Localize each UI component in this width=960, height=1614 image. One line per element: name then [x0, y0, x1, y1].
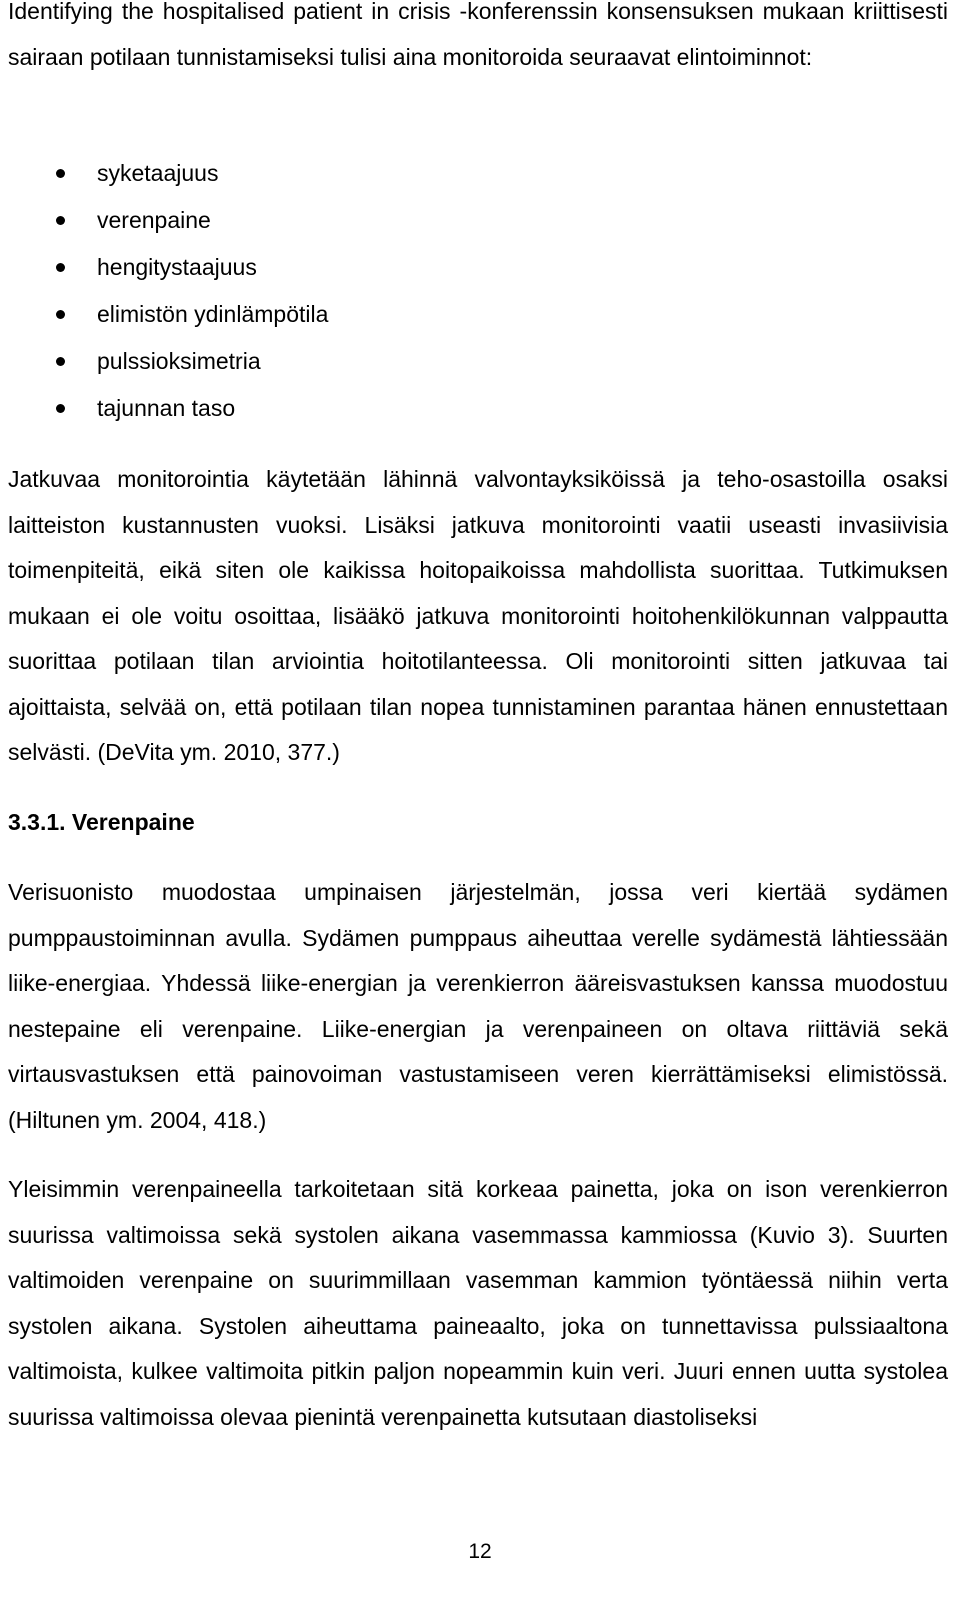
circulation-paragraph: Verisuonisto muodostaa umpinaisen järjestelmän, jossa veri kiertää sydämen pumppaustoiminnan avulla. Sydämen pumppaus aiheuttaa verelle sydämestä lähtiessään liike-energiaa. Yhdessä liike-energian ja verenkierron ääreisvastuksen kanssa muodostuu nestepaine eli verenpaine. Liike-energian ja verenpaineen on oltava riittäviä sekä virtausvastuksen että painovoiman vastustamiseen veren kierrättämiseksi elimistössä. (Hiltunen ym. 2004, 418.) — [8, 879, 948, 1133]
page-number: 12 — [468, 1540, 492, 1563]
list-item: elimistön ydinlämpötila — [0, 291, 940, 338]
list-item: hengitystaajuus — [0, 244, 940, 291]
list-item: pulssioksimetria — [0, 338, 940, 385]
list-item: tajunnan taso — [0, 385, 940, 432]
list-item: verenpaine — [0, 197, 940, 244]
bullet-icon — [56, 169, 65, 178]
blood-pressure-paragraph: Yleisimmin verenpaineella tarkoitetaan sitä korkeaa painetta, joka on ison verenkierron suurissa valtimoissa sekä systolen aikana vasemmassa kammiossa (Kuvio 3). Suurten valtimoiden verenpaine on suurimmillaan vasemman kammion työntäessä niihin verta systolen aikana. Systolen aiheuttama paineaalto, joka on tunnettavissa pulssiaaltona valtimoista, kulkee valtimoita pitkin paljon nopeammin kuin veri. Juuri ennen uutta systolea suurissa valtimoissa olevaa pienintä verenpainetta kutsutaan diastoliseksi — [8, 1176, 948, 1430]
monitoring-paragraph: Jatkuvaa monitorointia käytetään lähinnä valvontayksiköissä ja teho-osastoilla osaksi laitteiston kustannusten vuoksi. Lisäksi jatkuva monitorointi vaatii useasti invasiivisia toimenpiteitä, eikä siten ole kaikissa hoitopaikoissa mahdollista suorittaa. Tutkimuksen mukaan ei ole voitu osoittaa, lisääkö jatkuva monitorointi hoitohenkilökunnan valppautta suorittaa potilaan tilan arviointia hoitotilanteessa. Oli monitorointi sitten jatkuvaa tai ajoittaista, selvää on, että potilaan tilan nopea tunnistaminen parantaa hänen ennustettaan selvästi. (DeVita ym. 2010, 377.) — [8, 466, 948, 765]
bullet-icon — [56, 310, 65, 319]
intro-paragraph: Identifying the hospitalised patient in crisis -konferenssin konsensuksen mukaan kriittisesti sairaan potilaan tunnistamiseksi tulisi aina monitoroida seuraavat elintoiminnot: — [8, 0, 948, 70]
section-heading: 3.3.1. Verenpaine — [8, 809, 195, 835]
bullet-icon — [56, 216, 65, 225]
bullet-icon — [56, 357, 65, 366]
bullet-icon — [56, 404, 65, 413]
bullet-icon — [56, 263, 65, 272]
vital-signs-list — [0, 150, 940, 432]
list-item: syketaajuus — [0, 150, 940, 197]
